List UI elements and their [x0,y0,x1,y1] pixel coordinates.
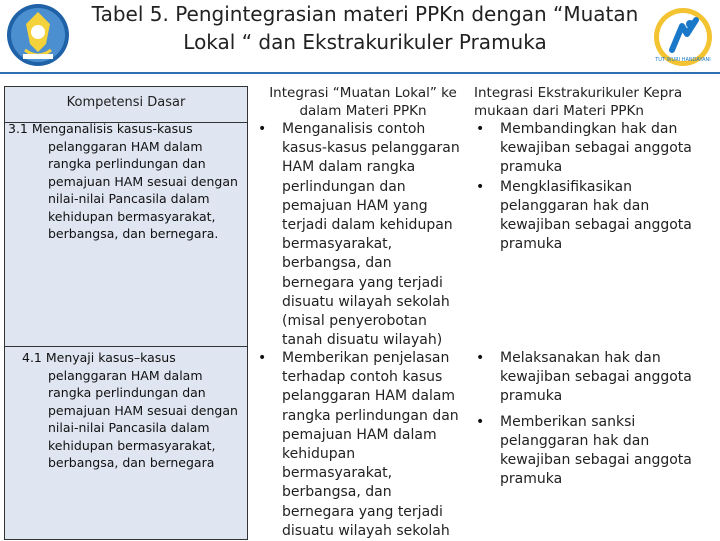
title-divider [0,72,720,74]
header-scout [474,84,718,120]
header-scout-line-1: Integrasi Ekstrakurikuler Kepra [474,85,683,101]
header-scout-line-2: mukaan dari Materi PPKn [474,103,644,119]
competency-1-text: pelanggaran HAM dalam rangka perlindungan dan pemajuan HAM sesuai dengan nilai-nilai Pancasila dalam kehidupan bermasyarakat, berbangsa, dan bernegara. [48,138,238,241]
competency-cell-2 [22,349,244,472]
header-local-line-2: dalam Materi PPKn [299,103,427,119]
logo-right-text: TUT WURI HANDAYANI [655,57,711,63]
title-line-1: Tabel 5. Pengintegrasian materi PPKn dengan “Muatan [91,2,639,26]
ministry-emblem-logo [5,2,71,68]
scout-item-1b: • Mengklasifikasikan pelanggaran hak dan kewajiban sebagai anggota pramuka [472,178,704,255]
local-item-1: • Menganalisis contoh kasus-kasus pelanggaran HAM dalam rangka perlindungan dan pemajuan HAM yang terjadi dalam kehidupan bermasyarakat, berbangsa, dan bernegara yang terjadi disuatu wilayah sekolah (misal penyerobotan tanah disuatu wilayah) [254,120,468,350]
tut-wuri-handayani-logo [652,6,714,68]
slide-title [80,0,650,56]
competency-2-text: pelanggaran HAM dalam rangka perlindungan dan pemajuan HAM sesuai dengan nilai-nilai Pancasila dalam kehidupan bermasyarakat, berbangsa, dan bernegara [48,367,238,470]
row-divider [4,346,248,347]
scout-list-2 [472,349,704,489]
competency-cell-1 [8,120,244,243]
local-list-1 [254,120,468,350]
header-local-line-1: Integrasi “Muatan Lokal” ke [269,85,457,101]
scout-item-1a: • Membandingkan hak dan kewajiban sebagai anggota pramuka [472,120,704,178]
local-list-2 [254,349,468,541]
scout-list-1 [472,120,704,254]
competency-2-code-line: 4.1 Menyaji kasus–kasus [22,350,176,365]
header-competency: Kompetensi Dasar [66,95,186,110]
header-local-content [258,84,468,120]
title-line-2: Lokal “ dan Ekstrakurikuler Pramuka [183,30,547,54]
scout-item-2b: • Memberikan sanksi pelanggaran hak dan kewajiban sebagai anggota pramuka [472,413,704,490]
scout-item-2a: • Melaksanakan hak dan kewajiban sebagai anggota pramuka [472,349,704,407]
local-item-2: • Memberikan penjelasan terhadap contoh kasus pelanggaran HAM dalam rangka perlindungan dan pemajuan HAM dalam kehidupan bermasyarakat, berbangsa, dan bernegara yang terjadi disuatu wilayah sekolah [254,349,468,541]
competency-1-code-line: 3.1 Menganalisis kasus-kasus [8,121,193,136]
